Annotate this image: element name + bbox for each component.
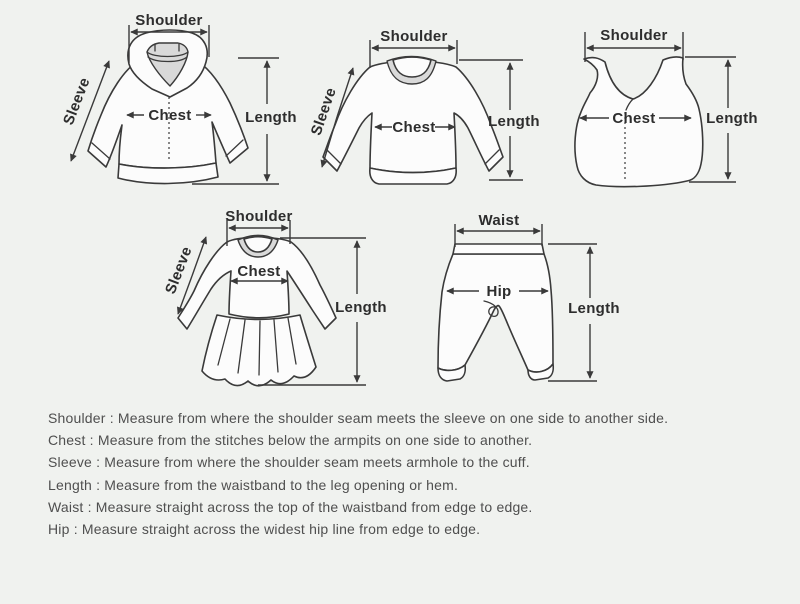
dress-shoulder-label: Shoulder <box>225 208 293 225</box>
dress-figure <box>150 200 415 400</box>
sweatshirt-length-label: Length <box>488 113 540 130</box>
pants-legs-outline <box>438 254 553 372</box>
pants-waistband <box>453 244 544 254</box>
measurement-definitions <box>48 407 668 540</box>
hoodie-sleeve-label: Sleeve <box>60 75 94 128</box>
sweatshirt-figure <box>300 10 550 200</box>
sweatshirt-shoulder-label: Shoulder <box>380 28 448 45</box>
dress-length-label: Length <box>335 299 387 316</box>
sweatshirt-sleeve-label: Sleeve <box>307 85 340 138</box>
definition-sleeve: Sleeve : Measure from where the shoulder seam meets armhole to the cuff. <box>48 454 530 471</box>
vest-figure <box>555 10 800 205</box>
pants-hip-label: Hip <box>486 283 512 300</box>
pants-drawing <box>438 244 553 381</box>
hoodie-shoulder-label: Shoulder <box>135 12 203 29</box>
pants-figure <box>420 200 655 400</box>
sweatshirt-chest-label: Chest <box>392 119 436 136</box>
hoodie-chest-label: Chest <box>148 107 192 124</box>
definition-length: Length : Measure from the waistband to the leg opening or hem. <box>48 476 459 493</box>
dress-drawing <box>178 236 336 386</box>
definition-chest: Chest : Measure from the stitches below the armpits on one side to another. <box>48 432 533 449</box>
vest-shoulder-label: Shoulder <box>600 27 668 44</box>
definition-hip: Hip : Measure straight across the widest hip line from edge to edge. <box>48 521 481 538</box>
hoodie-length-label: Length <box>245 109 297 126</box>
definition-waist: Waist : Measure straight across the top of the waistband from edge to edge. <box>48 498 533 515</box>
vest-chest-label: Chest <box>612 110 656 127</box>
pants-length-label: Length <box>568 300 620 317</box>
dress-chest-label: Chest <box>237 263 281 280</box>
vest-length-label: Length <box>706 110 758 127</box>
pants-waist-label: Waist <box>478 212 520 229</box>
hoodie-figure <box>40 0 320 205</box>
dress-sleeve-label: Sleeve <box>162 244 196 297</box>
definition-shoulder: Shoulder : Measure from where the shoulder seam meets the sleeve on one side to another side. <box>48 410 669 426</box>
